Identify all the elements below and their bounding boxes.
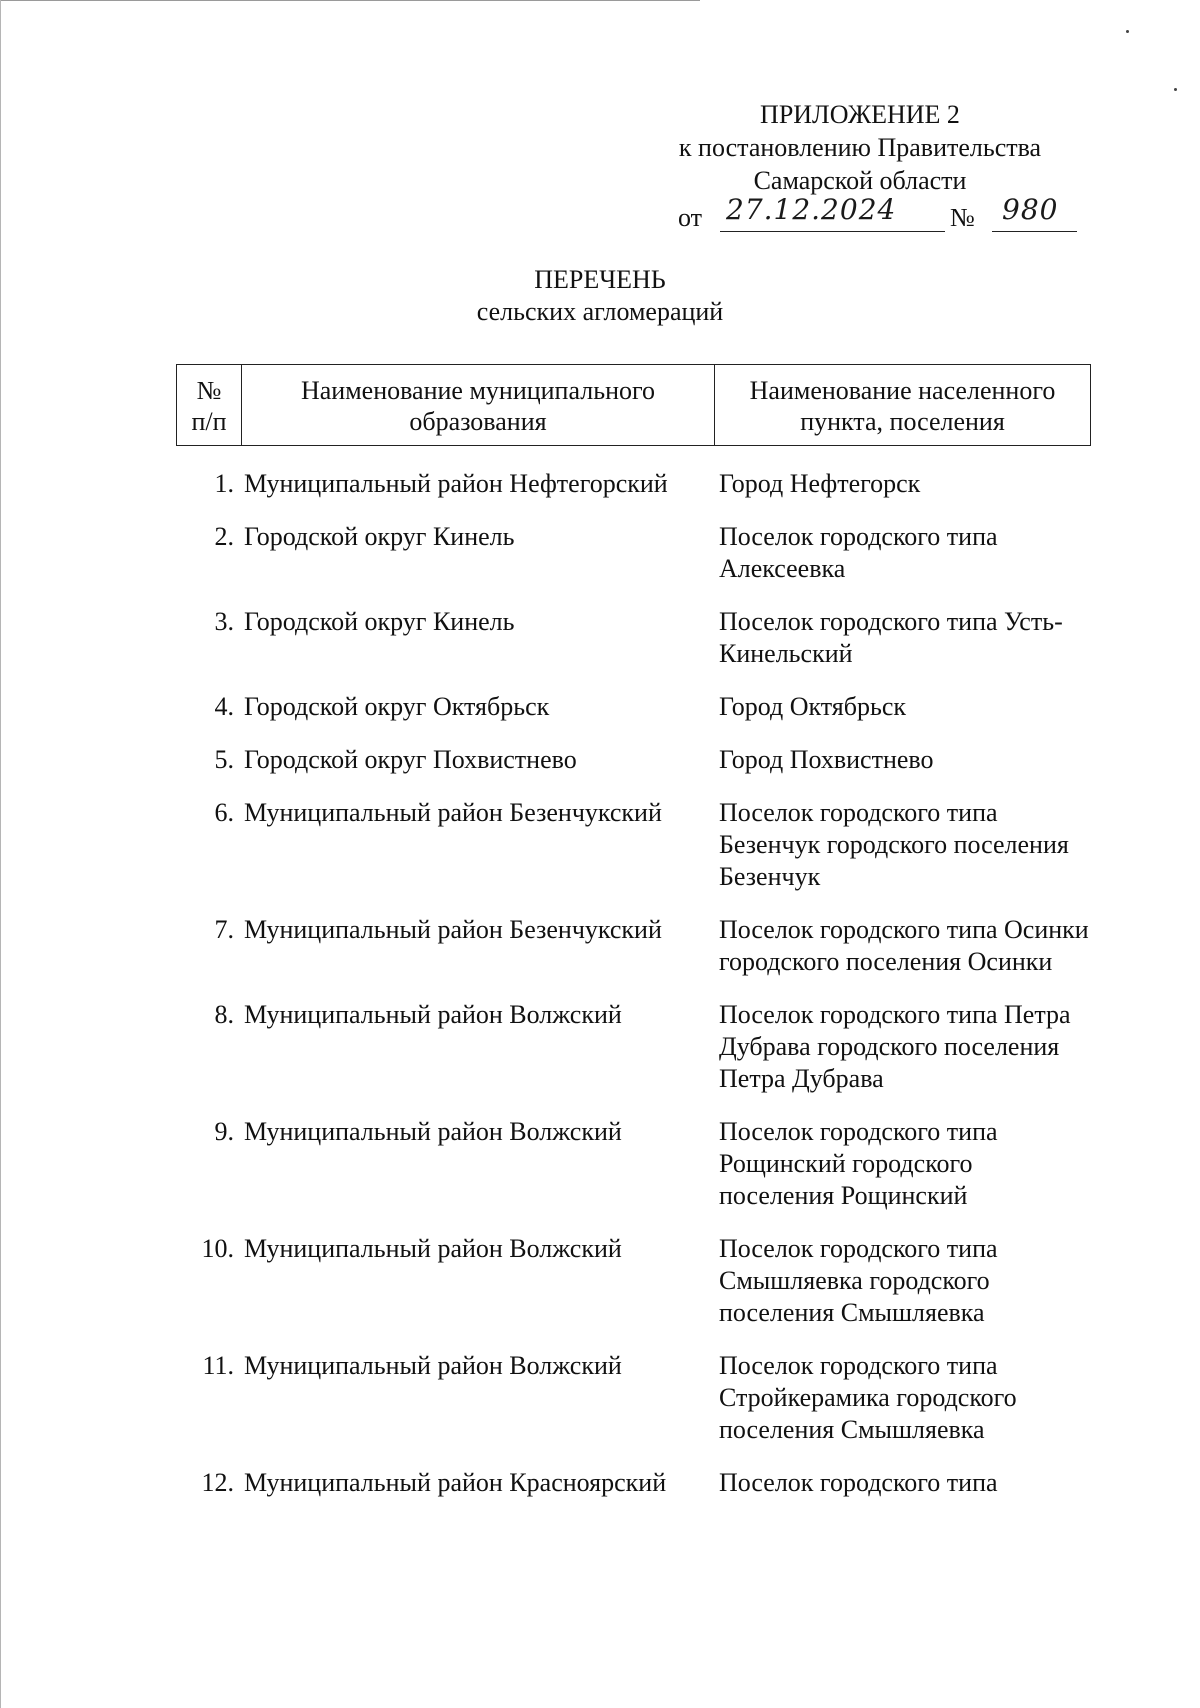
scan-edge [0, 0, 1, 1708]
row-settlement: Поселок городского типа Петра Дубрава городского поселения Петра Дубрава [719, 1000, 1071, 1093]
row-settlement: Поселок городского типа Стройкерамика городского поселения Смышляевка [719, 1351, 1017, 1444]
table-body [176, 468, 1091, 1520]
table-row [176, 1467, 1091, 1520]
row-municipality: Городской округ Похвистнево [244, 745, 577, 774]
row-settlement: Поселок городского типа Усть-Кинельский [719, 607, 1063, 668]
scan-speck [1174, 88, 1177, 91]
row-settlement: Город Нефтегорск [719, 469, 921, 498]
list-subtitle: сельских агломераций [476, 297, 724, 326]
row-number: 4. [214, 692, 234, 721]
row-settlement: Поселок городского типа Смышляевка городского поселения Смышляевка [719, 1234, 998, 1327]
row-number: 5. [214, 745, 234, 774]
table-row [176, 797, 1091, 914]
row-municipality: Муниципальный район Волжский [244, 1234, 622, 1263]
row-municipality: Городской округ Кинель [244, 607, 515, 636]
row-settlement: Город Похвистнево [719, 745, 934, 774]
header-municipality: Наименование муниципального образования [242, 365, 715, 446]
list-title: ПЕРЕЧЕНЬ [534, 265, 666, 294]
row-number: 10. [201, 1234, 234, 1263]
table-header-row [177, 365, 1091, 446]
appendix-line-2: Самарской области [753, 166, 967, 195]
row-settlement: Поселок городского типа [719, 1468, 998, 1497]
date-prefix: от [678, 203, 703, 232]
table-row [176, 691, 1091, 744]
appendix-line-1: к постановлению Правительства [678, 133, 1042, 162]
row-number: 1. [214, 469, 234, 498]
number-label: № [950, 203, 975, 232]
scan-speck [1126, 30, 1129, 33]
table-header [176, 364, 1091, 446]
row-settlement: Поселок городского типа Осинки городского поселения Осинки [719, 915, 1089, 976]
row-number: 3. [214, 607, 234, 636]
table-row [176, 1233, 1091, 1350]
row-number: 7. [214, 915, 234, 944]
handwritten-number: 980 [1002, 193, 1059, 226]
row-municipality: Муниципальный район Красноярский [244, 1468, 667, 1497]
row-settlement: Поселок городского типа Алексеевка [719, 522, 998, 583]
row-municipality: Муниципальный район Безенчукский [244, 915, 662, 944]
row-settlement: Поселок городского типа Безенчук городского поселения Безенчук [719, 798, 1069, 891]
row-number: 9. [214, 1117, 234, 1146]
table-row [176, 1116, 1091, 1233]
row-number: 2. [214, 522, 234, 551]
handwritten-date: 27.12.2024 [726, 193, 897, 226]
table-row [176, 468, 1091, 521]
row-municipality: Городской округ Кинель [244, 522, 515, 551]
row-municipality: Муниципальный район Волжский [244, 1117, 622, 1146]
row-number: 12. [201, 1468, 234, 1497]
appendix-header [650, 98, 1070, 235]
header-number: № п/п [177, 365, 242, 446]
row-settlement: Город Октябрьск [719, 692, 907, 721]
row-municipality: Муниципальный район Нефтегорский [244, 469, 668, 498]
row-municipality: Муниципальный район Волжский [244, 1351, 622, 1380]
date-field [720, 193, 945, 232]
table-row [176, 606, 1091, 691]
table-row [176, 1350, 1091, 1467]
date-number-line [650, 193, 1070, 235]
list-title-block [0, 264, 1200, 328]
table-row [176, 914, 1091, 999]
table-row [176, 521, 1091, 606]
scan-edge [0, 0, 700, 1]
row-number: 11. [202, 1351, 234, 1380]
number-field [992, 193, 1077, 232]
row-settlement: Поселок городского типа Рощинский городского поселения Рощинский [719, 1117, 998, 1210]
row-number: 8. [214, 1000, 234, 1029]
header-settlement: Наименование населенного пункта, поселения [715, 365, 1091, 446]
row-municipality: Муниципальный район Волжский [244, 1000, 622, 1029]
row-municipality: Муниципальный район Безенчукский [244, 798, 662, 827]
table-row [176, 999, 1091, 1116]
table-row [176, 744, 1091, 797]
appendix-title: ПРИЛОЖЕНИЕ 2 [760, 100, 960, 129]
row-municipality: Городской округ Октябрьск [244, 692, 550, 721]
row-number: 6. [214, 798, 234, 827]
